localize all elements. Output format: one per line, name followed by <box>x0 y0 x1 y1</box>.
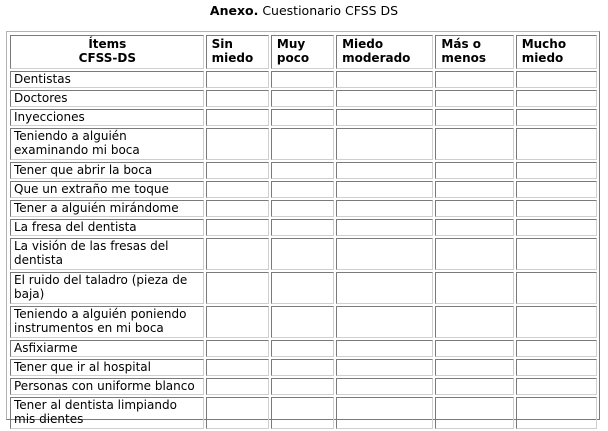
answer-cell[interactable] <box>516 378 597 395</box>
item-label-cell: Dentistas <box>10 71 204 88</box>
table-row <box>10 90 597 107</box>
answer-cell[interactable] <box>271 272 334 304</box>
answer-cell[interactable] <box>206 71 269 88</box>
answer-cell[interactable] <box>271 162 334 179</box>
answer-cell[interactable] <box>336 378 433 395</box>
answer-cell[interactable] <box>516 272 597 304</box>
answer-cell[interactable] <box>271 359 334 376</box>
answer-cell[interactable] <box>435 200 513 217</box>
answer-cell[interactable] <box>206 272 269 304</box>
option-header-muy-poco <box>271 35 334 69</box>
answer-cell[interactable] <box>435 359 513 376</box>
item-label-cell: La visión de las fresas del dentista <box>10 238 204 270</box>
answer-cell[interactable] <box>271 200 334 217</box>
answer-cell[interactable] <box>435 109 513 126</box>
table-row <box>10 340 597 357</box>
option-header-line1: Más o <box>441 37 482 51</box>
answer-cell[interactable] <box>336 397 433 429</box>
item-label-cell: Teniendo a alguién poniendo instrumentos en mi boca <box>10 306 204 338</box>
items-body <box>10 71 597 429</box>
table-row <box>10 359 597 376</box>
table-row <box>10 272 597 304</box>
answer-cell[interactable] <box>336 359 433 376</box>
answer-cell[interactable] <box>336 90 433 107</box>
answer-cell[interactable] <box>516 162 597 179</box>
answer-cell[interactable] <box>206 359 269 376</box>
item-label-cell: Tener al dentista limpiando mis dientes <box>10 397 204 429</box>
answer-cell[interactable] <box>435 378 513 395</box>
answer-cell[interactable] <box>336 162 433 179</box>
answer-cell[interactable] <box>435 306 513 338</box>
answer-cell[interactable] <box>206 340 269 357</box>
answer-cell[interactable] <box>516 306 597 338</box>
answer-cell[interactable] <box>271 378 334 395</box>
answer-cell[interactable] <box>336 272 433 304</box>
table-row <box>10 238 597 270</box>
answer-cell[interactable] <box>271 71 334 88</box>
table-row <box>10 71 597 88</box>
answer-cell[interactable] <box>336 340 433 357</box>
answer-cell[interactable] <box>206 109 269 126</box>
questionnaire-table <box>8 33 599 431</box>
table-row <box>10 219 597 236</box>
answer-cell[interactable] <box>336 109 433 126</box>
answer-cell[interactable] <box>516 181 597 198</box>
option-header-line1: Miedo <box>342 37 384 51</box>
answer-cell[interactable] <box>516 128 597 160</box>
items-header-line2: CFSS-DS <box>78 51 136 65</box>
item-label-cell: Tener que ir al hospital <box>10 359 204 376</box>
table-row <box>10 181 597 198</box>
answer-cell[interactable] <box>336 219 433 236</box>
answer-cell[interactable] <box>516 238 597 270</box>
answer-cell[interactable] <box>206 181 269 198</box>
header-row <box>10 35 597 69</box>
option-header-line2: miedo <box>521 51 564 65</box>
table-caption <box>0 3 608 18</box>
answer-cell[interactable] <box>435 128 513 160</box>
table-row <box>10 397 597 429</box>
table-row <box>10 162 597 179</box>
item-label-cell: Doctores <box>10 90 204 107</box>
answer-cell[interactable] <box>271 340 334 357</box>
answer-cell[interactable] <box>271 238 334 270</box>
option-header-line2: menos <box>441 51 486 65</box>
item-label-cell: Que un extraño me toque <box>10 181 204 198</box>
answer-cell[interactable] <box>516 90 597 107</box>
answer-cell[interactable] <box>206 306 269 338</box>
items-header-line1: Ítems <box>88 37 127 51</box>
answer-cell[interactable] <box>336 238 433 270</box>
item-label-cell: Teniendo a alguién examinando mi boca <box>10 128 204 160</box>
answer-cell[interactable] <box>516 71 597 88</box>
answer-cell[interactable] <box>516 219 597 236</box>
option-header-mucho-miedo <box>516 35 597 69</box>
item-label-cell: Tener a alguién mirándome <box>10 200 204 217</box>
table-row <box>10 378 597 395</box>
caption-title: Cuestionario CFSS DS <box>258 3 399 18</box>
table-row <box>10 306 597 338</box>
answer-cell[interactable] <box>336 181 433 198</box>
answer-cell[interactable] <box>435 219 513 236</box>
table-row <box>10 200 597 217</box>
item-label-cell: Asfixiarme <box>10 340 204 357</box>
answer-cell[interactable] <box>516 200 597 217</box>
answer-cell[interactable] <box>271 397 334 429</box>
answer-cell[interactable] <box>516 109 597 126</box>
answer-cell[interactable] <box>516 359 597 376</box>
answer-cell[interactable] <box>435 181 513 198</box>
answer-cell[interactable] <box>271 181 334 198</box>
answer-cell[interactable] <box>271 90 334 107</box>
answer-cell[interactable] <box>336 306 433 338</box>
option-header-line2: moderado <box>342 51 411 65</box>
answer-cell[interactable] <box>206 90 269 107</box>
answer-cell[interactable] <box>336 71 433 88</box>
items-column-header <box>10 35 204 69</box>
option-header-line2: poco <box>276 51 310 65</box>
option-header-line2: miedo <box>211 51 254 65</box>
table-row <box>10 109 597 126</box>
option-header-line1: Muy <box>276 37 306 51</box>
answer-cell[interactable] <box>206 200 269 217</box>
answer-cell[interactable] <box>435 90 513 107</box>
answer-cell[interactable] <box>271 128 334 160</box>
item-label-cell: Personas con uniforme blanco <box>10 378 204 395</box>
item-label-cell: La fresa del dentista <box>10 219 204 236</box>
answer-cell[interactable] <box>516 340 597 357</box>
answer-cell[interactable] <box>435 340 513 357</box>
option-header-sin-miedo <box>206 35 269 69</box>
caption-label: Anexo. <box>209 3 259 18</box>
option-header-mas-o-menos <box>435 35 513 69</box>
table-row <box>10 128 597 160</box>
answer-cell[interactable] <box>206 238 269 270</box>
answer-cell[interactable] <box>435 71 513 88</box>
answer-cell[interactable] <box>336 200 433 217</box>
answer-cell[interactable] <box>206 162 269 179</box>
item-label-cell: Tener que abrir la boca <box>10 162 204 179</box>
answer-cell[interactable] <box>435 397 513 429</box>
option-header-miedo-moderado <box>336 35 433 69</box>
answer-cell[interactable] <box>271 306 334 338</box>
option-header-line1: Mucho <box>521 37 567 51</box>
answer-cell[interactable] <box>206 219 269 236</box>
answer-cell[interactable] <box>206 378 269 395</box>
answer-cell[interactable] <box>271 219 334 236</box>
item-label-cell: Inyecciones <box>10 109 204 126</box>
item-label-cell: El ruido del taladro (pieza de baja) <box>10 272 204 304</box>
option-header-line1: Sin <box>211 37 233 51</box>
answer-cell[interactable] <box>435 162 513 179</box>
answer-cell[interactable] <box>435 238 513 270</box>
answer-cell[interactable] <box>435 272 513 304</box>
answer-cell[interactable] <box>206 128 269 160</box>
answer-cell[interactable] <box>271 109 334 126</box>
answer-cell[interactable] <box>516 397 597 429</box>
answer-cell[interactable] <box>336 128 433 160</box>
answer-cell[interactable] <box>206 397 269 429</box>
